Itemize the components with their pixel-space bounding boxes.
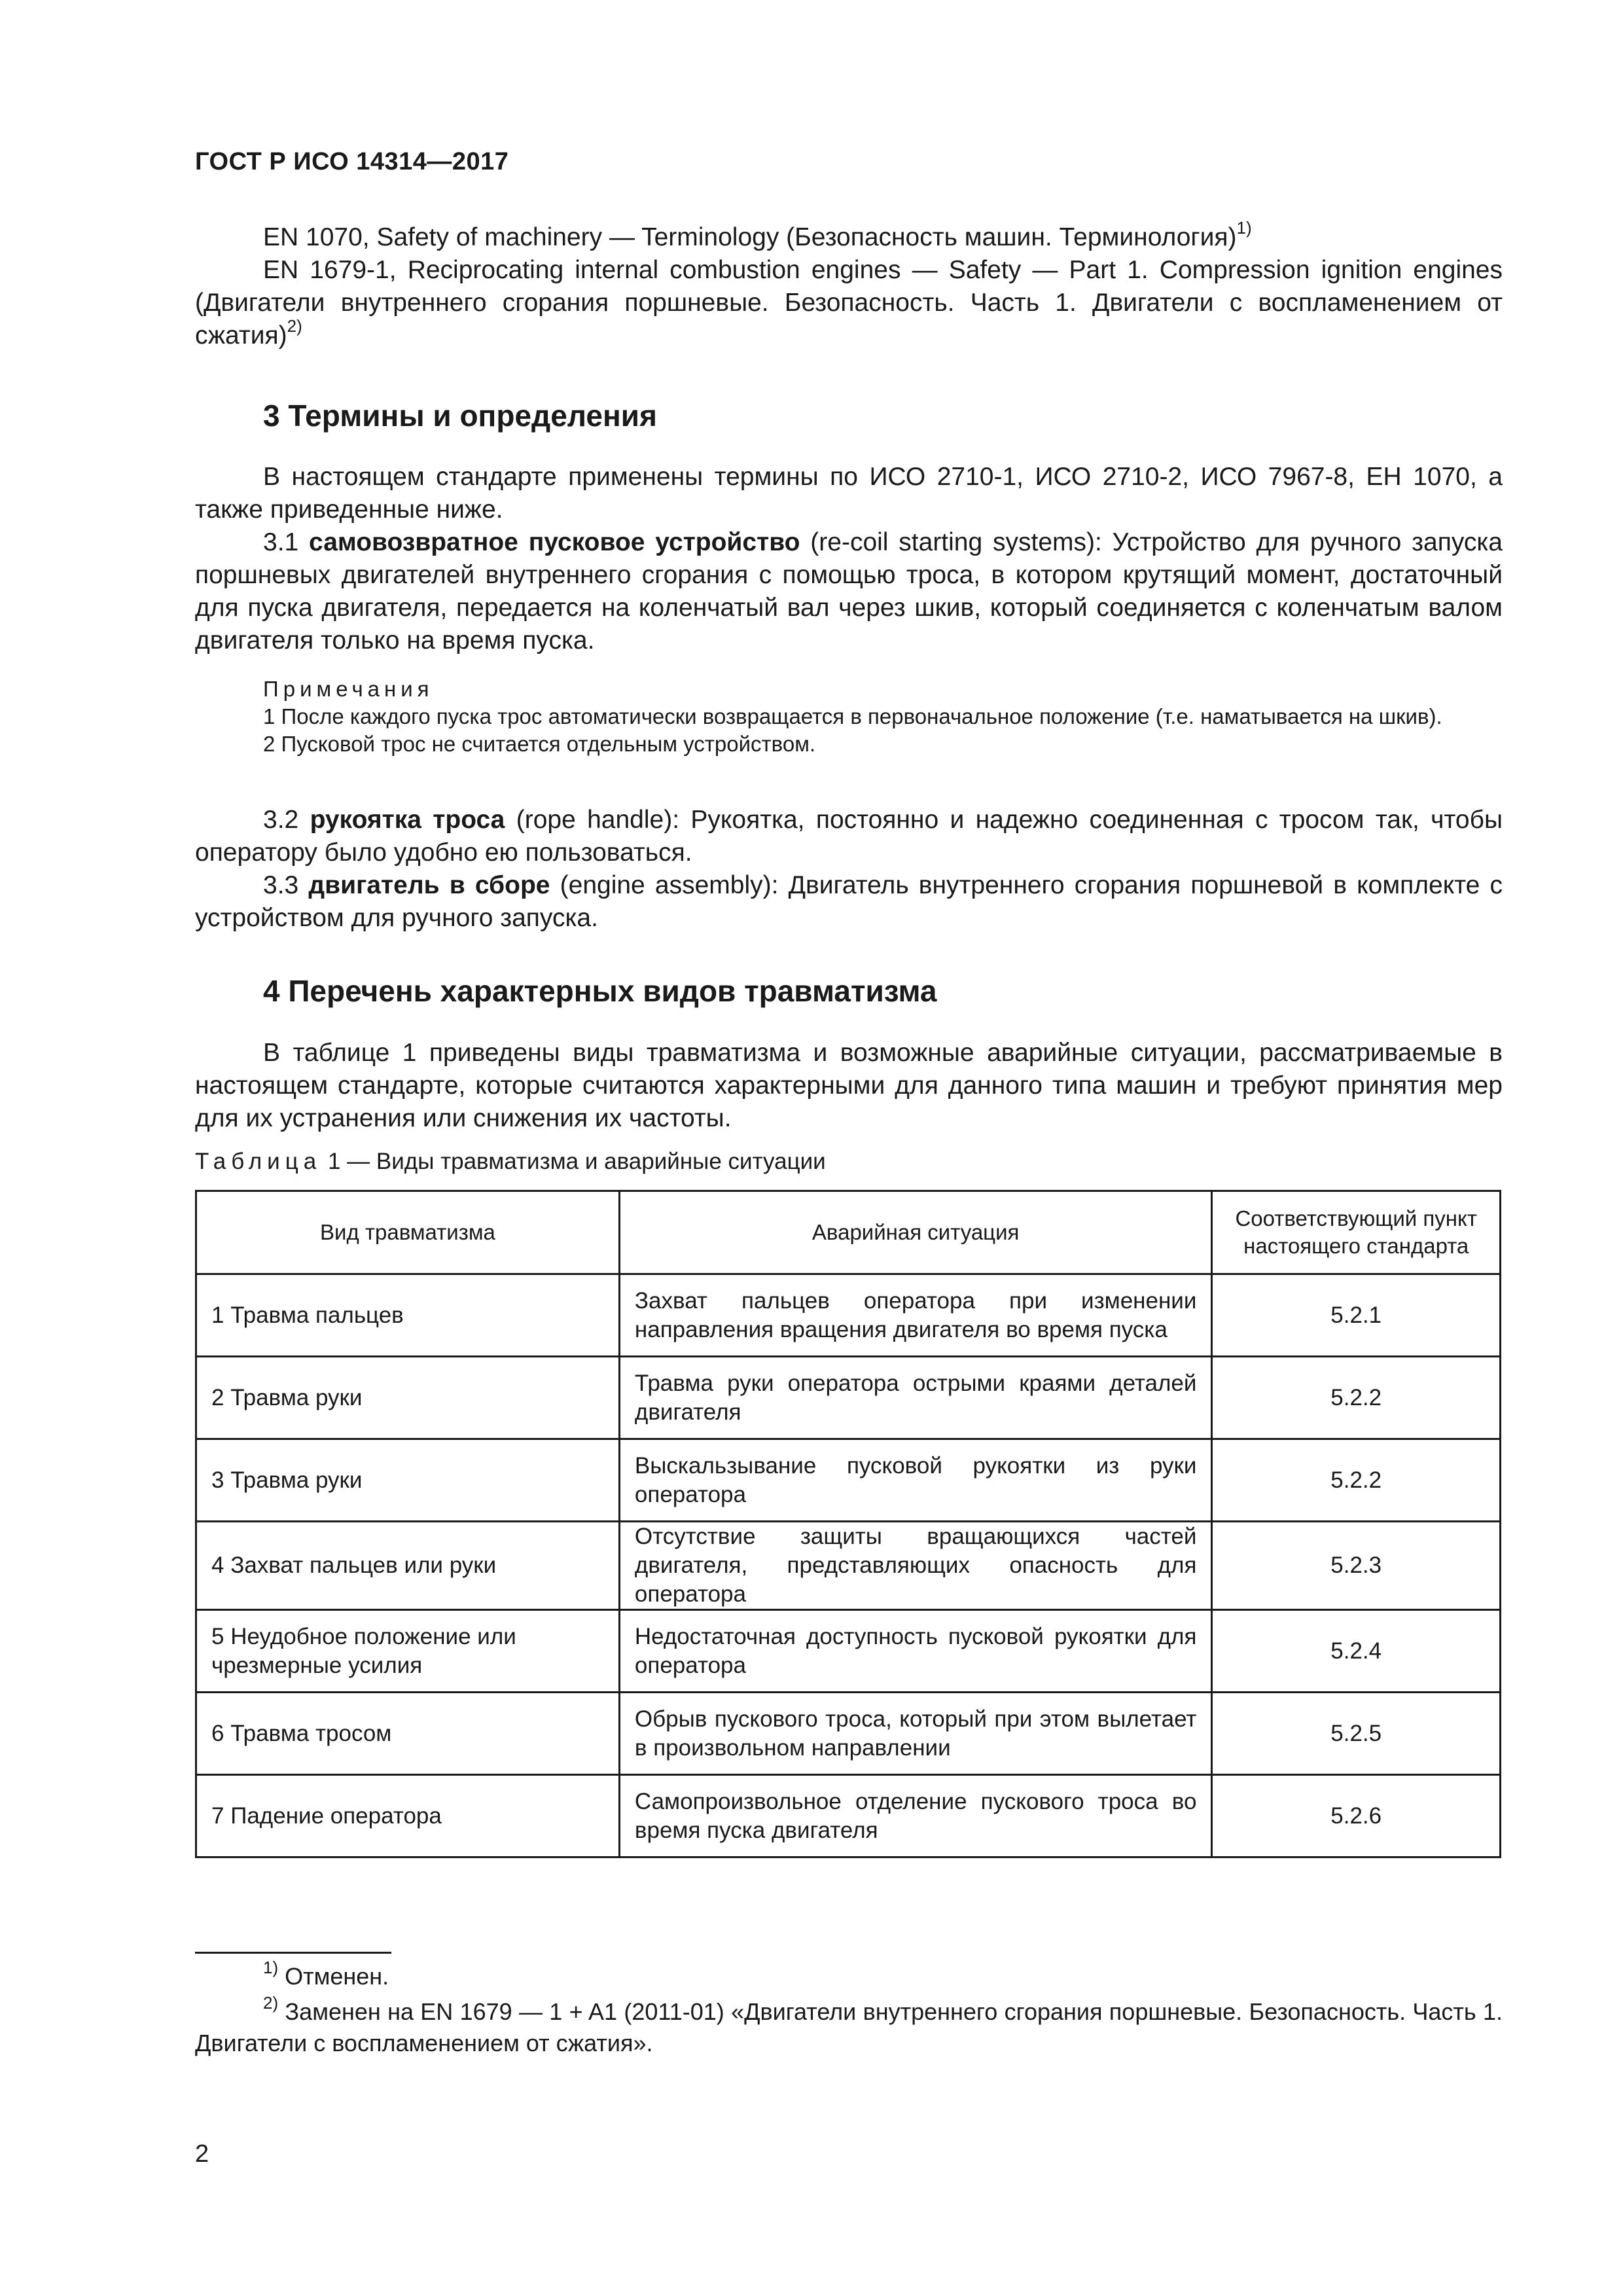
footnote-mark: 1) (1236, 218, 1252, 238)
situation-cell: Обрыв пускового троса, который при этом вылетает в произвольном направлении (619, 1693, 1212, 1775)
footnote-divider (195, 1952, 391, 1954)
term-number: 3.3 (263, 871, 309, 899)
footnote-mark: 1) (263, 1958, 279, 1977)
term-3-3 (195, 869, 1503, 935)
hazard-type-cell: 7 Падение оператора (196, 1775, 620, 1857)
clause-cell: 5.2.2 (1212, 1357, 1501, 1439)
term-3-1 (195, 526, 1503, 657)
situation-cell: Отсутствие защиты вращающихся частей двигателя, представляющих опасность для оператора (619, 1522, 1212, 1610)
hazard-type-cell: 5 Неудобное положение или чрезмерные усилия (196, 1610, 620, 1693)
situation-cell: Выскальзывание пусковой рукоятки из руки оператора (619, 1439, 1212, 1522)
normative-references (195, 218, 1503, 352)
term-name: самовозвратное пусковое устройство (309, 528, 800, 556)
clause-cell: 5.2.5 (1212, 1693, 1501, 1775)
footnote-mark: 2) (263, 1993, 279, 2013)
section-3-terms-continued (195, 804, 1503, 935)
term-number: 3.1 (263, 528, 310, 556)
hazard-type-cell: 6 Травма тросом (196, 1693, 620, 1775)
header-standard-clause: Соответствующий пункт настоящего стандарта (1212, 1191, 1501, 1274)
term-definition: (rope handle): Рукоятка, постоянно и надежно соединенная с тросом так, чтобы оператору было удобно ею пользоваться. (195, 806, 1503, 867)
term-3-2 (195, 804, 1503, 869)
header-emergency-situation: Аварийная ситуация (619, 1191, 1212, 1274)
term-definition: (engine assembly): Двигатель внутреннего сгорания поршневой в комплекте с устройством для ручного запуска. (195, 871, 1503, 932)
clause-cell: 5.2.1 (1212, 1274, 1501, 1357)
notes-block (195, 675, 1503, 758)
hazard-type-cell: 2 Травма руки (196, 1357, 620, 1439)
table-row (196, 1274, 1501, 1357)
hazard-type-cell: 4 Захват пальцев или руки (196, 1522, 620, 1610)
section-3-body (195, 461, 1503, 657)
table-caption-title: 1 — Виды травматизма и аварийные ситуации (321, 1149, 826, 1174)
table-header-row (196, 1191, 1501, 1274)
hazard-type-cell: 1 Травма пальцев (196, 1274, 620, 1357)
table-row (196, 1775, 1501, 1857)
term-name: двигатель в сборе (308, 871, 550, 899)
hazards-table (195, 1190, 1501, 1858)
term-number: 3.2 (263, 806, 310, 834)
hazard-type-cell: 3 Травма руки (196, 1439, 620, 1522)
clause-cell: 5.2.3 (1212, 1522, 1501, 1610)
section-3-intro: В настоящем стандарте применены термины по ИСО 2710-1, ИСО 2710-2, ИСО 7967-8, ЕН 1070, а также приведенные ниже. (195, 463, 1503, 524)
table-caption-word: Таблица (195, 1149, 322, 1174)
section-4-title: 4 Перечень характерных видов травматизма (263, 974, 937, 1008)
situation-cell: Самопроизвольное отделение пускового троса во время пуска двигателя (619, 1775, 1212, 1857)
footnote-1 (195, 1958, 1503, 1992)
situation-cell: Травма руки оператора острыми краями деталей двигателя (619, 1357, 1212, 1439)
reference-en-1070 (195, 218, 1503, 254)
footnote-2 (195, 1993, 1503, 2059)
situation-cell: Захват пальцев оператора при изменении направления вращения двигателя во время пуска (619, 1274, 1212, 1357)
table-caption (195, 1149, 826, 1175)
table-row (196, 1439, 1501, 1522)
document-code-header: ГОСТ Р ИСО 14314—2017 (195, 148, 509, 175)
section-3-title: 3 Термины и определения (263, 399, 657, 433)
footnote-mark: 2) (287, 316, 302, 336)
footnote-text: Заменен на EN 1679 — 1 + A1 (2011-01) «Двигатели внутреннего сгорания поршневые. Безопасность. Часть 1. Двигатели с воспламенением от сжатия». (195, 1998, 1503, 2056)
reference-en-1679-1 (195, 254, 1503, 352)
section-4-body (195, 1037, 1503, 1135)
reference-text: EN 1070, Safety of machinery — Terminology (Безопасность машин. Терминология) (263, 223, 1237, 251)
note-2: 2 Пусковой трос не считается отдельным устройством. (263, 732, 816, 756)
term-definition: (re-coil starting systems): Устройство для ручного запуска поршневых двигателей внутреннего сгорания с помощью троса, в котором крутящий момент, достаточный для пуска двигателя, передается на коленчатый вал через шкив, который соединяется с коленчатым валом двигателя только на время пуска. (195, 528, 1503, 655)
notes-title: Примечания (263, 677, 434, 701)
header-hazard-type: Вид травматизма (196, 1191, 620, 1274)
term-name: рукоятка троса (310, 806, 505, 834)
clause-cell: 5.2.2 (1212, 1439, 1501, 1522)
situation-cell: Недостаточная доступность пусковой рукоятки для оператора (619, 1610, 1212, 1693)
note-1: 1 После каждого пуска трос автоматически возвращается в первоначальное положение (т.е. наматывается на шкив). (263, 704, 1442, 728)
section-4-intro: В таблице 1 приведены виды травматизма и возможные аварийные ситуации, рассматриваемые в настоящем стандарте, которые считаются характерными для данного типа машин и требуют принятия мер для их устранения или снижения их частоты. (195, 1039, 1503, 1132)
table-row (196, 1522, 1501, 1610)
page-number: 2 (195, 2140, 209, 2168)
footnotes (195, 1958, 1503, 2063)
clause-cell: 5.2.4 (1212, 1610, 1501, 1693)
table-row (196, 1357, 1501, 1439)
clause-cell: 5.2.6 (1212, 1775, 1501, 1857)
table-row (196, 1693, 1501, 1775)
table-row (196, 1610, 1501, 1693)
footnote-text: Отменен. (278, 1963, 389, 1990)
reference-text: EN 1679-1, Reciprocating internal combustion engines — Safety — Part 1. Compression ignition engines (Двигатели внутреннего сгорания поршневые. Безопасность. Часть 1. Двигатели с воспламенением от сжатия) (195, 256, 1503, 350)
